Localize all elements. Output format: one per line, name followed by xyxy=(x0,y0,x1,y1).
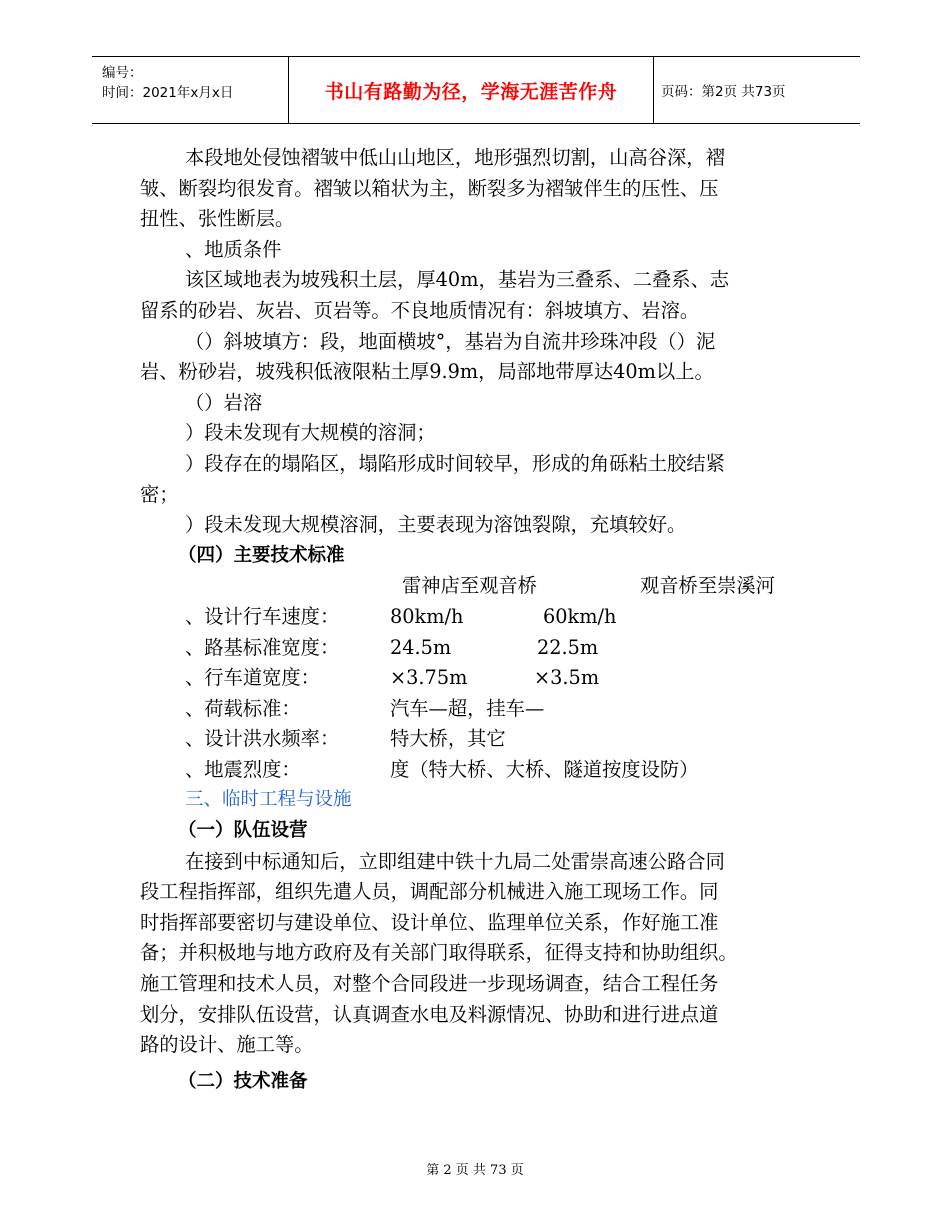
page-header xyxy=(92,56,860,124)
paragraph-line: 施工管理和技术人员，对整个合同段进一步现场调查，结合工程任务 xyxy=(140,972,719,996)
standards-row xyxy=(140,663,820,694)
header-motto: 书山有路勤为径，学海无涯苦作舟 xyxy=(324,80,618,103)
standard-value-b: 22.5m xyxy=(537,635,599,659)
header-id-label: 编号： xyxy=(102,65,143,81)
standard-label: 、设计行车速度： xyxy=(185,604,340,628)
column-header-b: 观音桥至崇溪河 xyxy=(640,574,775,598)
document-body xyxy=(140,143,820,1097)
paragraph-line: ）段未发现有大规模的溶洞； xyxy=(185,421,436,445)
heading-team-camp: （一）队伍设营 xyxy=(178,820,308,842)
standard-value-a: 特大桥，其它 xyxy=(390,727,506,751)
standard-value-a: 24.5m xyxy=(390,635,452,659)
paragraph-line: 在接到中标通知后，立即组建中铁十九局二处雷崇高速公路合同 xyxy=(185,849,725,873)
standard-label: 、荷载标准： xyxy=(185,696,301,720)
standard-label: 、路基标准宽度： xyxy=(185,635,340,659)
header-page-info: 页码：第2页 共73页 xyxy=(661,84,786,100)
header-motto-cell xyxy=(288,57,654,123)
section-geology-title: 、地质条件 xyxy=(185,237,282,261)
standard-value-a: ×3.75m xyxy=(390,666,468,690)
standards-row xyxy=(140,694,820,725)
standards-row xyxy=(140,633,820,664)
standard-value-a: 度（特大桥、大桥、隧道按度设防） xyxy=(390,757,699,781)
paragraph-line: 划分，安排队伍设营，认真调查水电及料源情况、协助和进行进点道 xyxy=(140,1002,719,1026)
paragraph-line: 扭性、张性断层。 xyxy=(140,207,295,231)
standard-value-a: 80km/h xyxy=(390,604,464,628)
paragraph-line: ）段未发现大规模溶洞，主要表现为溶蚀裂隙，充填较好。 xyxy=(185,513,687,537)
standard-value-b: 60km/h xyxy=(543,604,617,628)
heading-tech-standards: （四）主要技术标准 xyxy=(178,544,345,566)
paragraph-line: 备；并积极地与地方政府及有关部门取得联系，征得支持和协助组织。 xyxy=(140,941,738,965)
paragraph-line: 密； xyxy=(140,482,179,506)
subsection-karst: （）岩溶 xyxy=(185,390,263,414)
header-date: 时间：2021年x月x日 xyxy=(102,85,234,101)
paragraph-line: 段工程指挥部，组织先遣人员，调配部分机械进入施工现场工作。同 xyxy=(140,880,719,904)
column-header-a: 雷神店至观音桥 xyxy=(402,574,537,598)
standard-value-b: ×3.5m xyxy=(534,666,600,690)
standards-row xyxy=(140,602,820,633)
header-meta xyxy=(92,57,288,123)
paragraph-line: （）斜坡填方：段，地面横坡°，基岩为自流井珍珠冲段（）泥 xyxy=(185,329,716,353)
heading-temporary-works: 三、临时工程与设施 xyxy=(185,789,352,811)
page-footer: 第 2 页 共 73 页 xyxy=(426,1163,524,1178)
paragraph-line: 路的设计、施工等。 xyxy=(140,1033,314,1057)
standards-row xyxy=(140,724,820,755)
heading-tech-prep: （二）技术准备 xyxy=(178,1070,308,1092)
standards-header-row xyxy=(140,571,820,602)
standard-label: 、地震烈度： xyxy=(185,757,301,781)
standard-label: 、行车道宽度： xyxy=(185,666,320,690)
standard-value-a: 汽车—超，挂车— xyxy=(390,696,545,720)
paragraph-line: 皱、断裂均很发育。褶皱以箱状为主，断裂多为褶皱伴生的压性、压 xyxy=(140,176,719,200)
standard-label: 、设计洪水频率： xyxy=(185,727,340,751)
paragraph-line: 时指挥部要密切与建设单位、设计单位、监理单位关系，作好施工准 xyxy=(140,910,719,934)
paragraph-line: 岩、粉砂岩，坡残积低液限粘土厚9.9m，局部地带厚达40m以上。 xyxy=(140,360,714,384)
standards-row xyxy=(140,755,820,786)
paragraph-line: 本段地处侵蚀褶皱中低山山地区，地形强烈切割，山高谷深，褶 xyxy=(185,146,725,169)
paragraph-line: 该区域地表为坡残积土层，厚40m，基岩为三叠系、二叠系、志 xyxy=(185,268,730,292)
header-page-cell xyxy=(653,57,860,123)
paragraph-line: ）段存在的塌陷区，塌陷形成时间较早，形成的角砾粘土胶结紧 xyxy=(185,451,725,475)
paragraph-line: 留系的砂岩、灰岩、页岩等。不良地质情况有：斜坡填方、岩溶。 xyxy=(140,298,700,322)
